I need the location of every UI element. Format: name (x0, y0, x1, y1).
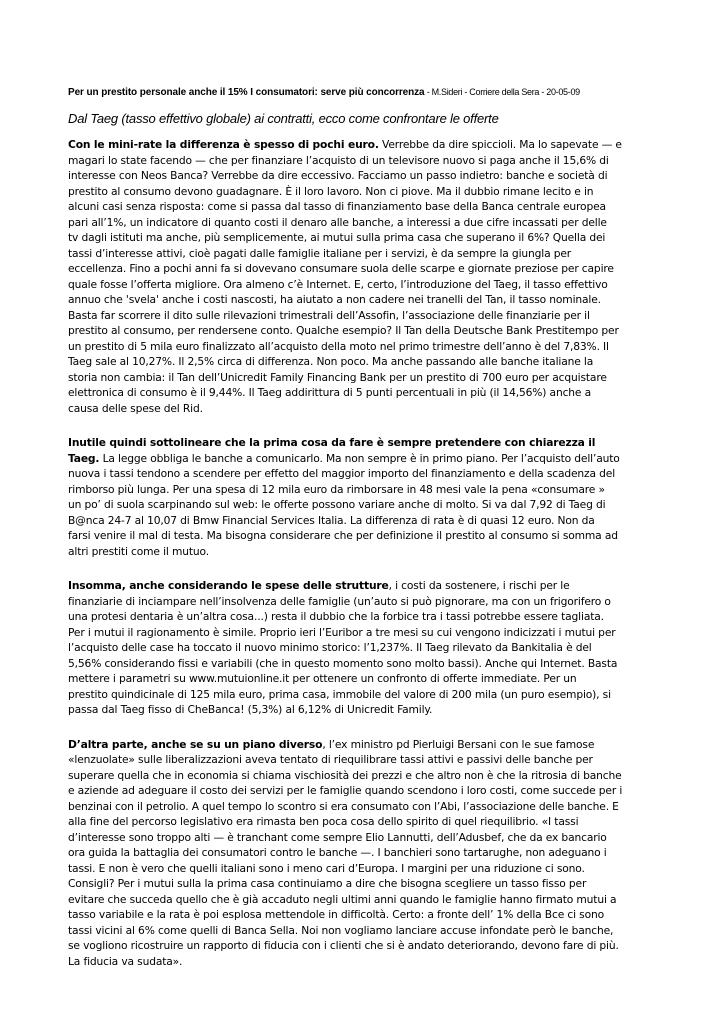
paragraph-line: Taeg. La legge obbliga le banche a comunicarlo. Ma non sempre è in primo piano. Per l’acquisto dell’auto (68, 451, 620, 465)
paragraph-line (68, 435, 668, 451)
paragraph-lead: Inutile quindi sottolineare che la prima cosa da fare è sempre pretendere con chiarezza il (68, 436, 596, 449)
paragraph-line: B@nca 24-7 al 10,07 di Bmw Financial Services Italia. La differenza di rata è di quasi 12 euro. Non da (68, 513, 595, 527)
article-headline (68, 86, 668, 99)
paragraph-line: Insomma, anche considerando le spese delle strutture, i costi da sostenere, i rischi per le (68, 579, 570, 592)
paragraph-line: ora guida la battaglia dei consumatori contro le banche —. I banchieri sono tartarughe, non adeguano i (68, 846, 607, 859)
paragraph-line: tasso variabile e la rata è poi esplosa mettendole in difficoltà. Certo: a fronte dell’ 1% della Bce ci sono (68, 908, 604, 921)
paragraph-line: tassi. E non è vero che quelli italiani sono i meno cari d’Europa. I margini per una riduzione ci sono. (68, 861, 585, 875)
paragraph-line: una protesi dentaria è un’altra cosa...) resta il dubbio che la forbice tra i tassi potrebbe essere tagliata. (68, 610, 604, 623)
headline-source: - M.Sideri - Corriere della Sera - 20-05-09 (424, 87, 580, 97)
headline-title: Per un prestito personale anche il 15% I consumatori: serve più concorrenza (68, 87, 425, 98)
article-body (68, 137, 668, 969)
paragraph-line: un po’ di suola scarpinando sul web: le offerte possono variare anche di molto. Si va dal 7,92 di Taeg di (68, 498, 606, 511)
paragraph-line: alcuni casi senza risposta: come si passa dal tasso di finanziamento base della Banca centrale europea (68, 200, 606, 213)
paragraph-line: La fiducia va sudata». (68, 954, 183, 968)
article-subtitle: Dal Taeg (tasso effettivo globale) ai contratti, ecco come confrontare le offerte (68, 111, 499, 126)
paragraph-line: Con le mini-rate la differenza è spesso di pochi euro. Verrebbe da dire spiccioli. Ma lo sapevate — e (68, 138, 622, 151)
paragraph-line: Basta far scorrere il dito sulle rilevazioni trimestrali dell’Assofin, l’associazione delle finanziarie per il (68, 308, 590, 322)
paragraph-line: finanziarie di inciampare nell’insolvenza delle famiglie (un’auto si può pignorare, ma con un frigorifero o (68, 594, 611, 608)
paragraph-lead: Insomma, anche considerando le spese delle strutture (68, 579, 389, 592)
paragraph-line: se vogliono ricostruire un rapporto di fiducia con i clienti che si è andato deteriorando, devono fare di più. (68, 939, 619, 952)
paragraph-line: magari lo state facendo — che per finanziare l’acquisto di un televisore nuovo si paga anche il 15,6% di (68, 153, 609, 167)
paragraph-lead: Con le mini-rate la differenza è spesso di pochi euro. (68, 138, 379, 151)
article-paragraph (68, 435, 668, 559)
document-page (68, 86, 668, 988)
paragraph-line: d’interesse sono troppo alti — è tranchant come sempre Elio Lannutti, dell’Adusbef, che da ex bancario (68, 830, 607, 844)
paragraph-lead: Taeg. (68, 451, 100, 465)
paragraph-line: e aziende ad adeguare il costo dei servizi per le famiglie quando scendono i loro costi, come succede per i (68, 784, 623, 797)
paragraph-line: l’acquisto delle case ha toccato il nuovo minimo storico: l’1,237%. Il Taeg rilevato da Bankitalia è del (68, 641, 592, 654)
paragraph-line: eccellenza. Fino a pochi anni fa si dovevano consumare suola delle scarpe e giornate preziose per capire (68, 262, 614, 275)
paragraph-line: Per i mutui il ragionamento è simile. Proprio ieri l’Euribor a tre mesi su cui vengono indicizzati i mutui per (68, 625, 616, 639)
paragraph-line: altri prestiti come il mutuo. (68, 544, 209, 558)
paragraph-line: storia non cambia: il Tan dell’Unicredit Family Financing Bank per un prestito di 700 euro per acquistare (68, 370, 607, 384)
paragraph-line: quale fosse l’offerta migliore. Ora almeno c’è Internet. E, certo, l’introduzione del Taeg, il tasso effettivo (68, 277, 608, 291)
paragraph-line: «lenzuolate» sulle liberalizzazioni aveva tentato di riequilibrare tassi attivi e passivi delle banche per (68, 753, 593, 766)
paragraph-line: tv dagli istituti ma anche, più semplicemente, ai mutui sulla prima casa che superano il 6%? Quella dei (68, 231, 606, 244)
article-paragraph (68, 578, 668, 718)
paragraph-line: pari all’1%, un indicatore di quanto costi il denaro alle banche, a interessi a due cifre incassati per delle (68, 215, 607, 229)
paragraph-line: tassi vicini al 6% come quelli di Banca Sella. Noi non vogliamo lanciare accuse infondate però le banche, (68, 923, 614, 937)
paragraph-line: tassi d’interesse attivi, cioè pagati dalle famiglie italiane per i servizi, è da sempre la giungla per (68, 246, 572, 260)
paragraph-line: elettronica di consumo è il 9,44%. Il Taeg addirittura di 5 punti percentuali in più (il 14,56%) anche a (68, 386, 591, 399)
paragraph-line: prestito al consumo, per rendersene conto. Qualche esempio? Il Tan della Deutsche Bank Prestitempo per (68, 324, 619, 337)
article-paragraph (68, 137, 668, 416)
paragraph-line: un prestito di 5 mila euro finalizzato all’acquisto della moto nel primo trimestre dell’anno è del 7,83%. Il (68, 339, 609, 353)
paragraph-line: farsi venire il mal di testa. Ma bisogna considerare che per definizione il prestito al consumo si somma ad (68, 529, 618, 542)
paragraph-line: interesse con Neos Banca? Verrebbe da dire eccessivo. Facciamo un passo indietro: banche e società di (68, 169, 608, 182)
paragraph-line: benzinai con il petrolio. A quel tempo lo scontro si era consumato con l’Abi, l’associazione delle banche. E (68, 799, 619, 813)
paragraph-line: alla fine del percorso legislativo era rimasta ben poca cosa dello spirito di quel riequilibrio. «I tassi (68, 815, 579, 828)
paragraph-line: causa delle spese del Rid. (68, 401, 203, 415)
paragraph-line: evitare che succeda quello che è già accaduto negli ultimi anni quando le famiglie hanno firmato mutui a (68, 892, 617, 906)
paragraph-line: D’altra parte, anche se su un piano diverso, l’ex ministro pd Pierluigi Bersani con le sue famose (68, 737, 595, 751)
paragraph-line: Taeg sale al 10,27%. Il 2,5% circa di differenza. Non poco. Ma anche passando alle banche italiane la (68, 355, 594, 368)
paragraph-line: nuova i tassi tendono a scendere per effetto del maggior importo del finanziamento e della scadenza del (68, 467, 616, 480)
paragraph-line: 5,56% considerando fissi e variabili (che in questo momento sono molto bassi). Anche qui Internet. Basta (68, 656, 618, 670)
paragraph-line: Consigli? Per i mutui sulla la prima casa continuiamo a dire che bisogna scegliere un tasso fisso per (68, 877, 587, 890)
paragraph-line: superare quella che in economia si chiama vischiosità dei prezzi e che altro non è che la ritrosia di banche (68, 768, 622, 782)
article-paragraph (68, 737, 668, 970)
paragraph-line: annuo che 'svela' anche i costi nascosti, ha aiutato a non cadere nei tranelli del Tan, il tasso nominale. (68, 293, 601, 306)
paragraph-line: rimborso più lunga. Per una spesa di 12 mila euro da rimborsare in 48 mesi vale la pena «consumare » (68, 482, 605, 496)
paragraph-lead: D’altra parte, anche se su un piano diverso (68, 737, 323, 751)
paragraph-line: passa dal Taeg fisso di CheBanca! (5,3%) al 6,12% di Unicredit Family. (68, 703, 433, 716)
paragraph-line: prestito quindicinale di 125 mila euro, prima casa, immobile del valore di 200 mila (un puro esempio), si (68, 687, 611, 701)
paragraph-line: prestito al consumo devono guadagnare. È il loro lavoro. Non ci piove. Ma il dubbio rimane lecito e in (68, 184, 594, 198)
paragraph-line: mettere i parametri su www.mutuionline.it per ottenere un confronto di offerte immediate. Per un (68, 672, 577, 685)
